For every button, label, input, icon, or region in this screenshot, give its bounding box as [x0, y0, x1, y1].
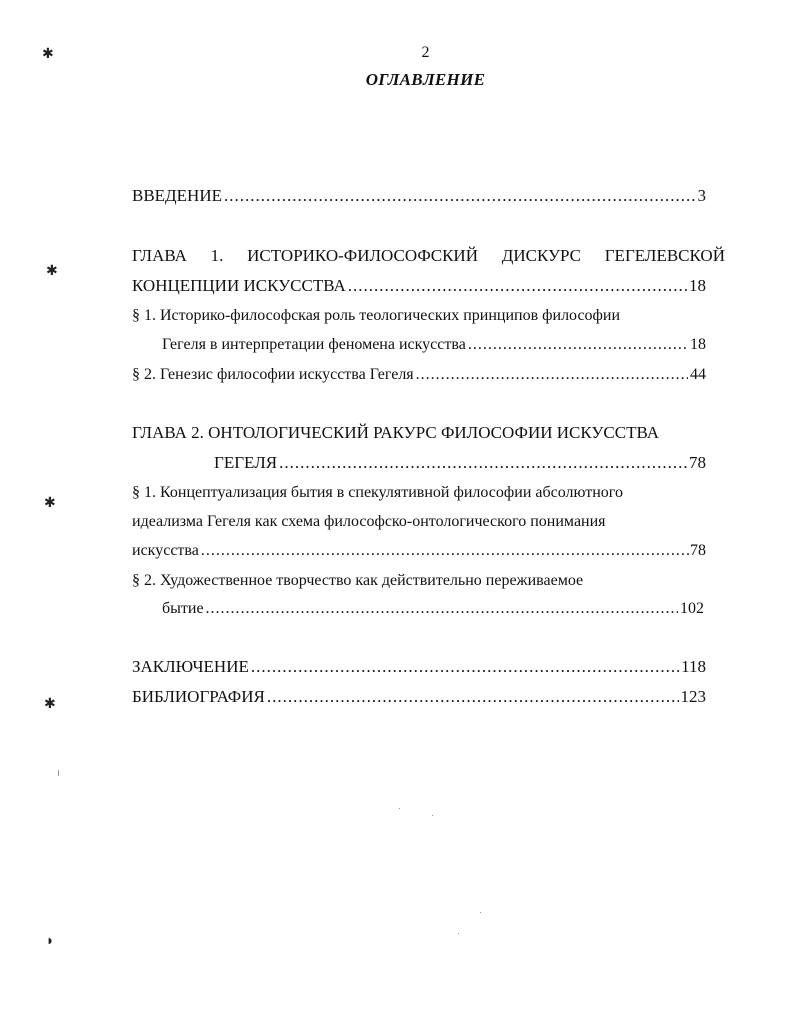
toc-leader: [416, 365, 688, 385]
toc-ch1-section1-line1[interactable]: § 1. Историко-философская роль теологических принципов философии: [132, 307, 621, 324]
page-number: 2: [421, 44, 430, 61]
toc-chapter1-page: 18: [689, 276, 706, 295]
toc-ch2-section2-label: бытие: [162, 600, 204, 617]
toc-ch1-section1-page: 18: [690, 336, 706, 353]
toc-leader: [348, 276, 687, 296]
scan-dust: [458, 933, 459, 934]
toc-leader: [267, 687, 679, 707]
scan-speck-mark: ◗: [46, 934, 55, 949]
toc-chapter2-page: 78: [689, 453, 706, 472]
toc-ch1-section1-label: Гегеля в интерпретации феномена искусства: [162, 336, 466, 353]
toc-ch1-section2-label: § 2. Генезис философии искусства Гегеля: [132, 366, 414, 383]
toc-entry-chapter2[interactable]: [214, 453, 706, 473]
toc-intro-label: ВВЕДЕНИЕ: [132, 186, 222, 205]
scan-dust: [480, 912, 481, 913]
toc-leader: [279, 453, 687, 473]
toc-ch2-section2-line1[interactable]: § 2. Художественное творчество как действительно переживаемое: [132, 572, 584, 589]
toc-ch2-section1-line1[interactable]: § 1. Концептуализация бытия в спекулятивной философии абсолютного: [132, 484, 623, 501]
toc-ch1-section2-page: 44: [690, 366, 706, 383]
scan-dust: [432, 815, 433, 816]
scan-dust: [58, 770, 59, 776]
toc-ch2-section1-page: .78: [686, 542, 706, 559]
page-title: ОГЛАВЛЕНИЕ: [365, 70, 486, 89]
toc-conclusion-page: 118: [681, 657, 706, 676]
toc-entry-ch2-section1[interactable]: [132, 541, 706, 561]
toc-leader: [201, 541, 684, 561]
toc-entry-ch1-section1[interactable]: [162, 335, 706, 355]
toc-entry-chapter1[interactable]: [132, 276, 706, 296]
toc-leader: [468, 335, 688, 355]
toc-entry-bibliography[interactable]: [132, 687, 706, 707]
toc-chapter2-line1[interactable]: ГЛАВА 2. ОНТОЛОГИЧЕСКИЙ РАКУРС ФИЛОСОФИИ ИСКУССТВА: [132, 423, 659, 442]
scan-speck-mark: ✱: [46, 264, 58, 279]
scan-speck-mark: ✱: [44, 697, 56, 712]
toc-chapter1-label: КОНЦЕПЦИИ ИСКУССТВА: [132, 276, 346, 295]
toc-entry-intro[interactable]: [132, 186, 706, 206]
toc-bibliography-page: 123: [680, 687, 706, 706]
toc-ch2-section1-label: искусства: [132, 542, 199, 559]
scan-speck-mark: ✱: [44, 496, 56, 511]
toc-entry-ch1-section2[interactable]: [132, 365, 706, 385]
toc-ch2-section1-line2[interactable]: идеализма Гегеля как схема философско-онтологического понимания: [132, 513, 606, 530]
toc-entry-conclusion[interactable]: [132, 657, 706, 677]
toc-chapter2-label: ГЕГЕЛЯ: [214, 453, 278, 472]
toc-bibliography-label: БИБЛИОГРАФИЯ: [132, 687, 265, 706]
toc-leader: [224, 186, 696, 206]
toc-ch2-section2-page: 102: [680, 600, 704, 617]
toc-leader: [251, 657, 679, 677]
toc-intro-page: 3: [697, 186, 706, 205]
scan-speck-mark: ✱: [42, 47, 54, 62]
scan-dust: [399, 808, 400, 809]
toc-conclusion-label: ЗАКЛЮЧЕНИЕ: [132, 657, 249, 676]
toc-leader: [206, 599, 678, 619]
toc-chapter1-line1[interactable]: ГЛАВА 1. ИСТОРИКО-ФИЛОСОФСКИЙ ДИСКУРС ГЕГЕЛЕВСКОЙ: [132, 246, 725, 265]
toc-entry-ch2-section2[interactable]: [162, 599, 704, 619]
